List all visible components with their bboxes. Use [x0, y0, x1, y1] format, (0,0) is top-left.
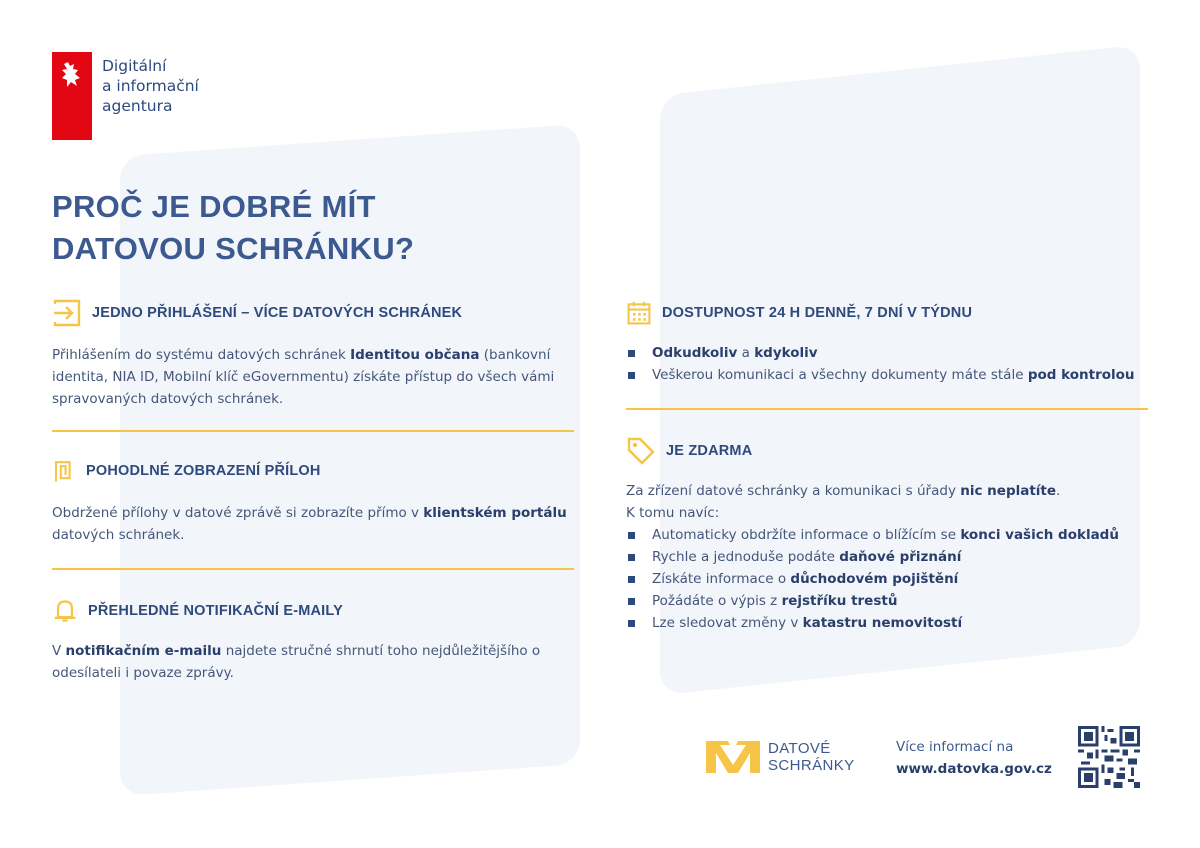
section-title: PŘEHLEDNÉ NOTIFIKAČNÍ E-MAILY — [88, 603, 343, 619]
section-free — [626, 436, 1150, 634]
section-attachments — [52, 456, 574, 546]
divider — [52, 430, 574, 432]
brand-line2: SCHRÁNKY — [768, 757, 855, 774]
price-tag-icon — [626, 436, 656, 466]
logo-text-line1: Digitální — [102, 57, 167, 75]
section-notifications — [52, 596, 574, 684]
paperclip-icon — [52, 456, 76, 486]
more-info-label: Více informací na — [896, 739, 1014, 755]
section-single-login — [52, 298, 574, 410]
brand-line1: DATOVÉ — [768, 740, 831, 757]
more-info — [896, 736, 1052, 780]
list-item: Požádáte o výpis z rejstříku trestů — [626, 590, 1150, 612]
list-item: Automaticky obdržíte informace o blížícím se konci vašich dokladů — [626, 524, 1150, 546]
bell-icon — [52, 596, 78, 626]
section-title: DOSTUPNOST 24 H DENNĚ, 7 DNÍ V TÝDNU — [662, 305, 973, 321]
page-title — [52, 186, 414, 270]
list-item: Veškerou komunikaci a všechny dokumenty máte stále pod kontrolou — [626, 364, 1150, 386]
agency-logo — [52, 52, 199, 140]
calendar-icon — [626, 298, 652, 328]
divider — [52, 568, 574, 570]
section-text: Přihlášením do systému datových schránek Identitou občana (bankovní identita, NIA ID, Mobilní klíč eGovernmentu) získáte přístup do všech vámi spravovaných datových schránek. — [52, 347, 555, 407]
availability-list — [626, 342, 1150, 386]
list-item: Lze sledovat změny v katastru nemovitostí — [626, 612, 1150, 634]
section-title: JEDNO PŘIHLÁŠENÍ – VÍCE DATOVÝCH SCHRÁNEK — [92, 305, 463, 321]
section-text: Za zřízení datové schránky a komunikaci s úřady nic neplatíte. K tomu navíc: — [626, 483, 1061, 521]
free-benefits-list — [626, 524, 1150, 634]
list-item: Odkudkoliv a kdykoliv — [626, 342, 1150, 364]
list-item: Získáte informace o důchodovém pojištění — [626, 568, 1150, 590]
divider — [626, 408, 1148, 410]
list-item: Rychle a jednoduše podáte daňové přiznání — [626, 546, 1150, 568]
section-title: POHODLNÉ ZOBRAZENÍ PŘÍLOH — [86, 463, 321, 479]
page-title-line1: PROČ JE DOBRÉ MÍT — [52, 189, 376, 224]
section-text: Obdržené přílohy v datové zprávě si zobrazíte přímo v klientském portálu datových schránek. — [52, 505, 567, 543]
website-link[interactable]: www.datovka.gov.cz — [896, 761, 1052, 777]
qr-code — [1078, 726, 1140, 788]
datove-schranky-logo-icon — [706, 741, 760, 773]
datove-schranky-logo — [706, 740, 855, 774]
login-arrow-icon — [52, 298, 82, 328]
logo-text-line2: a informační — [102, 77, 199, 95]
czech-lion-emblem — [52, 52, 92, 140]
section-text: V notifikačním e-mailu najdete stručné shrnutí toho nejdůležitějšího o odesílateli i povaze zprávy. — [52, 643, 541, 681]
logo-text-line3: agentura — [102, 97, 173, 115]
page-title-line2: DATOVOU SCHRÁNKU? — [52, 231, 415, 266]
section-title: JE ZDARMA — [666, 443, 753, 459]
section-availability — [626, 298, 1150, 386]
